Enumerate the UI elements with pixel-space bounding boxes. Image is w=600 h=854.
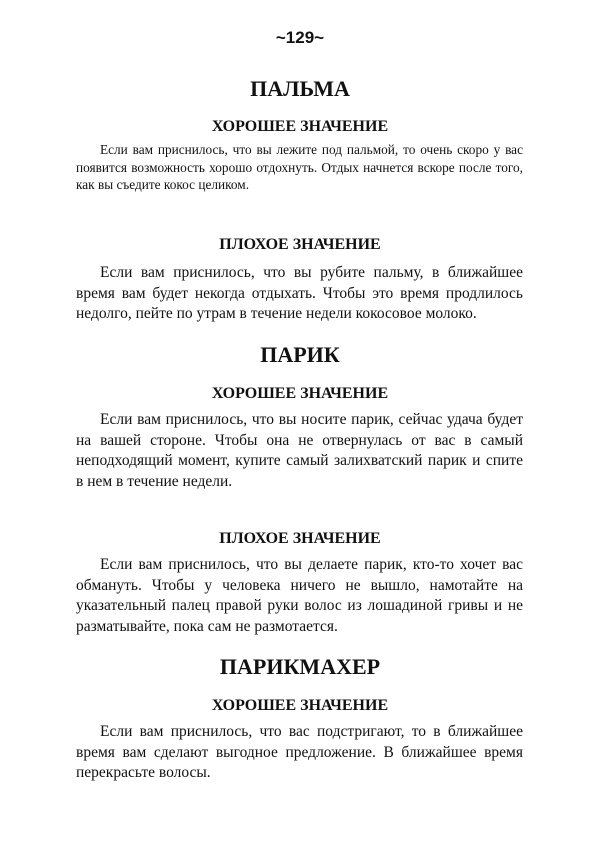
section-title-palma: ПАЛЬМА: [250, 76, 350, 101]
bad-meaning-heading-palma: ПЛОХОЕ ЗНАЧЕНИЕ: [219, 236, 381, 253]
section-title-parik: ПАРИК: [260, 342, 340, 367]
good-meaning-text-palma: Если вам приснилось, что вы лежите под пальмой, то очень скоро у вас появится возможность хорошо отдохнуть. Отдых начнется вскоре после того, как вы съедите кокос целиком.: [76, 142, 523, 192]
good-meaning-heading-palma: ХОРОШЕЕ ЗНАЧЕНИЕ: [211, 118, 389, 135]
bad-meaning-heading-parik: ПЛОХОЕ ЗНАЧЕНИЕ: [219, 530, 381, 547]
good-meaning-heading-parikmakher: ХОРОШЕЕ ЗНАЧЕНИЕ: [211, 697, 389, 714]
bad-meaning-text-palma: Если вам приснилось, что вы рубите пальму, в ближайшее время вам будет некогда отдыхать. Чтобы это время продлилось недолго, пейте по утрам в течение недели кокосовое молоко.: [76, 264, 523, 322]
good-meaning-heading-parik: ХОРОШЕЕ ЗНАЧЕНИЕ: [211, 385, 389, 402]
good-meaning-text-parikmakher: Если вам приснилось, что вас подстригают, то в ближайшее время вам сделают выгодное предложение. В ближайшее время перекрасьте волосы.: [76, 723, 523, 781]
good-meaning-text-parik: Если вам приснилось, что вы носите парик, сейчас удача будет на вашей стороне. Чтобы она не отвернулась от вас в самый неподходящий момент, купите самый залихватский парик и спите в нем в течение недели.: [76, 411, 523, 490]
page-number: ~129~: [275, 28, 325, 47]
bad-meaning-text-parik: Если вам приснилось, что вы делаете парик, кто-то хочет вас обмануть. Чтобы у человека ничего не вышло, намотайте на указательный палец правой руки волос из лошадиной гривы и не разматывайте, пока сам не размотается.: [76, 556, 523, 635]
section-title-parikmakher: ПАРИКМАХЕР: [219, 654, 381, 679]
